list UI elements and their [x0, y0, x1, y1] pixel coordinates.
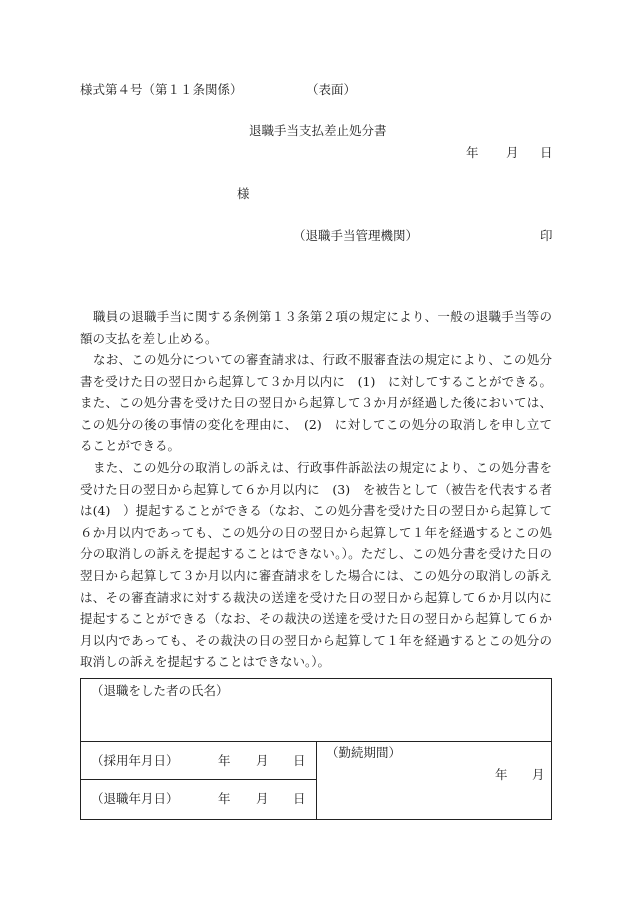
issuer-org-label: （退職手当管理機関）	[293, 228, 419, 243]
retirement-date-month: 月	[256, 791, 269, 806]
date-month-label: 月	[506, 145, 519, 160]
service-period-years: 年	[495, 767, 508, 782]
table-divider-middle	[80, 779, 316, 780]
side-label: （表面）	[306, 82, 357, 97]
service-period-months: 月	[532, 767, 545, 782]
form-number: 様式第４号（第１１条関係）	[80, 82, 243, 97]
hire-date-day: 日	[293, 753, 306, 768]
retirement-date-year: 年	[218, 791, 231, 806]
seal-mark: 印	[540, 228, 553, 243]
date-day-label: 日	[540, 145, 553, 160]
body-paragraph-2: なお、この処分についての審査請求は、行政不服審査法の規定により、この処分書を受けた日の翌日から起算して３か月以内に (1) に対してすることができる。また、この処分書を受けた日の翌日から起算して３か月が経過した後においては、この処分の後の事情の変化を理由に、 (2) に対してこの処分の取消しを申し立てることができる。	[80, 352, 552, 454]
service-period-label: （勤続期間）	[326, 745, 402, 760]
body-paragraph-3: また、この処分の取消しの訴えは、行政事件訴訟法の規定により、この処分書を受けた日の翌日から起算して６か月以内に (3) を被告として（被告を代表する者は(4) ）提起することができる（なお、この処分書を受けた日の翌日から起算して６か月以内であっても、この処分の日の翌日から起算して１年を経過するとこの処分の取消しの訴えを提起することはできない。）。ただし、この処分書を受けた日の翌日から起算して３か月以内に審査請求をした場合には、この処分の取消しの訴えは、その審査請求に対する裁決の送達を受けた日の翌日から起算して６か月以内に提起することができる（なお、その裁決の送達を受けた日の翌日から起算して６か月以内であっても、その裁決の日の翌日から起算して１年を経過するとこの処分の取消しの訴えを提起することはできない。）。	[80, 460, 552, 670]
date-year-label: 年	[466, 145, 479, 160]
retirement-date-day: 日	[293, 791, 306, 806]
retiree-name-label: （退職をした者の氏名）	[91, 683, 229, 698]
hire-date-month: 月	[256, 753, 269, 768]
addressee-suffix: 様	[237, 186, 250, 201]
document-title: 退職手当支払差止処分書	[249, 123, 387, 138]
table-divider-vertical	[316, 741, 317, 819]
hire-date-label: （採用年月日）	[91, 753, 179, 768]
hire-date-year: 年	[218, 753, 231, 768]
body-paragraph-1: 職員の退職手当に関する条例第１３条第２項の規定により、一般の退職手当等の額の支払を差し止める。	[80, 309, 552, 346]
retirement-date-label: （退職年月日）	[91, 791, 179, 806]
